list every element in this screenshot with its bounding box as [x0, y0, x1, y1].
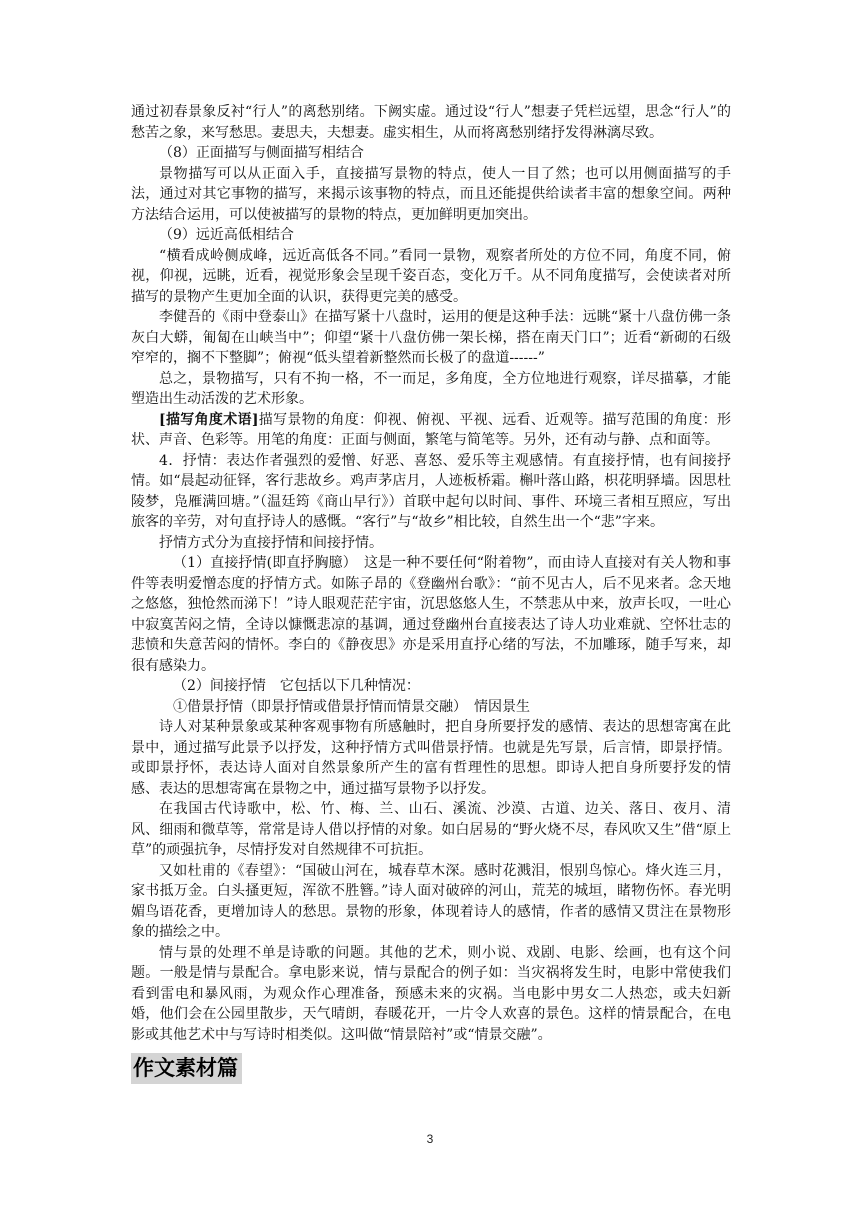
paragraph: 诗人对某种景象或某种客观事物有所感触时，把自身所要抒发的感情、表达的思想寄寓在此景中，通过描写此景予以抒发，这种抒情方式叫借景抒情。也就是先写景，后言情，即景抒情。或即景抒怀，表达诗人面对自然景象所产生的富有哲理性的思想。即诗人把自身所要抒发的情感、表达的思想寄寓在景物之中，通过描写景物予以抒发。 [131, 719, 731, 797]
paragraph-with-term [131, 410, 731, 451]
paragraph: 通过初春景象反衬“行人”的离愁别绪。下阙实虚。通过设“行人”想妻子凭栏远望，思念“行人”的愁苦之象，来写愁思。妻思夫，夫想妻。虚实相生，从而将离愁别绪抒发得淋漓尽致。 [131, 104, 731, 141]
paragraph: 总之，景物描写，只有不拘一格，不一而足，多角度，全方位地进行观察，详尽描摹，才能塑造出生动活泼的艺术形象。 [131, 370, 731, 407]
paragraph: 景物描写可以从正面入手，直接描写景物的特点，使人一目了然；也可以用侧面描写的手法，通过对其它事物的描写，来揭示该事物的特点，而且还能提供给读者丰富的想象空间。两种方法结合运用，可以使被描写的景物的特点，更加鲜明更加突出。 [131, 165, 731, 223]
paragraph: 在我国古代诗歌中，松、竹、梅、兰、山石、溪流、沙漠、古道、边关、落日、夜月、清风、细雨和微草等，常常是诗人借以抒情的对象。如白居易的“野火烧不尽，春风吹又生”借“原上草”的顽强抗争，尽情抒发对自然规律不可抗拒。 [131, 801, 731, 858]
term-label: [描写角度术语] [159, 411, 259, 428]
paragraph: 李健吾的《雨中登泰山》在描写紧十八盘时，运用的便是这种手法：远眺“紧十八盘仿佛一条灰白大蟒，匍匐在山峡当中”；仰望“紧十八盘仿佛一架长梯，搭在南天门口”；近看“新砌的石级窄窄的，搁不下整脚”；俯视“低头望着新整然而长极了的盘道------” [131, 309, 731, 366]
body-text [131, 102, 731, 1045]
paragraph: “横看成岭侧成峰，远近高低各不同。”看同一景物，观察者所处的方位不同，角度不同，俯视，仰视，远眺，近看，视觉形象会呈现千姿百态，变化万千。从不同角度描写，会使读者对所描写的景物产生更加全面的认识，获得更完美的感受。 [131, 247, 731, 305]
paragraph: （1）直接抒情(即直抒胸臆） 这是一种不要任何“附着物”，而由诗人直接对有关人物和事件等表明爱憎态度的抒情方式。如陈子昂的《登幽州台歌》：“前不见古人，后不见来者。念天地之悠悠，独怆然而涕下！”诗人眼观茫茫宇宙，沉思悠悠人生，不禁悲从中来，放声长叹，一吐心中寂寞苦闷之情，全诗以慷慨悲凉的基调，通过登幽州台直接表达了诗人功业难就、空怀壮志的悲愤和失意苦闷的情怀。李白的《静夜思》亦是采用直抒心绪的写法，不加雕琢，随手写来，却很有感染力。 [131, 555, 731, 674]
paragraph: ①借景抒情（即景抒情或借景抒情而情景交融） 情因景生 [173, 698, 530, 715]
paragraph: 又如杜甫的《春望》：“国破山河在，城春草木深。感时花溅泪，恨别鸟惊心。烽火连三月，家书抵万金。白头搔更短，浑欲不胜簪。”诗人面对破碎的河山，荒芜的城垣，睹物伤怀。春光明媚鸟语花香，更增加诗人的愁思。景物的形象，体现着诗人的感情，作者的感情又贯注在景物形象的描绘之中。 [131, 862, 731, 940]
paragraph-text: 描写景物的角度：仰视、俯视、平视、远看、近观等。描写范围的角度：形状、声音、色彩等。用笔的角度：正面与侧面，繁笔与简笔等。另外，还有动与静、点和面等。 [131, 411, 732, 448]
paragraph: （2）间接抒情 它包括以下几种情况： [173, 678, 420, 694]
page-number: 3 [426, 1132, 434, 1146]
paragraph: （8）正面描写与侧面描写相结合 [159, 145, 364, 161]
section-heading: 作文素材篇 [131, 1053, 242, 1084]
paragraph: （9）远近高低相结合 [159, 227, 294, 243]
paragraph: 抒情方式分为直接抒情和间接抒情。 [159, 534, 383, 551]
paragraph: 4．抒情：表达作者强烈的爱憎、好恶、喜怒、爱乐等主观感情。有直接抒情，也有间接抒情。如“晨起动征铎，客行悲故乡。鸡声茅店月，人迹板桥霜。槲叶落山路，枳花明驿墙。因思杜陵梦，凫雁满回塘。”（温廷筠《商山早行》）首联中起句以时间、事件、环境三者相互照应，写出旅客的辛劳，对句直抒诗人的感慨。“客行”与“故乡”相比较，自然生出一个“悲”字来。 [131, 452, 731, 530]
paragraph: 情与景的处理不单是诗歌的问题。其他的艺术，则小说、戏剧、电影、绘画，也有这个问题。一般是情与景配合。拿电影来说，情与景配合的例子如：当灾祸将发生时，电影中常使我们看到雷电和暴风雨，为观众作心理准备，预感未来的灾祸。当电影中男女二人热恋，或夫妇新婚，他们会在公园里散步，天气晴朗，春暖花开，一片令人欢喜的景色。这样的情景配合，在电影或其他艺术中与写诗时相类似。这叫做“情景陪衬”或“情景交融”。 [131, 944, 731, 1043]
